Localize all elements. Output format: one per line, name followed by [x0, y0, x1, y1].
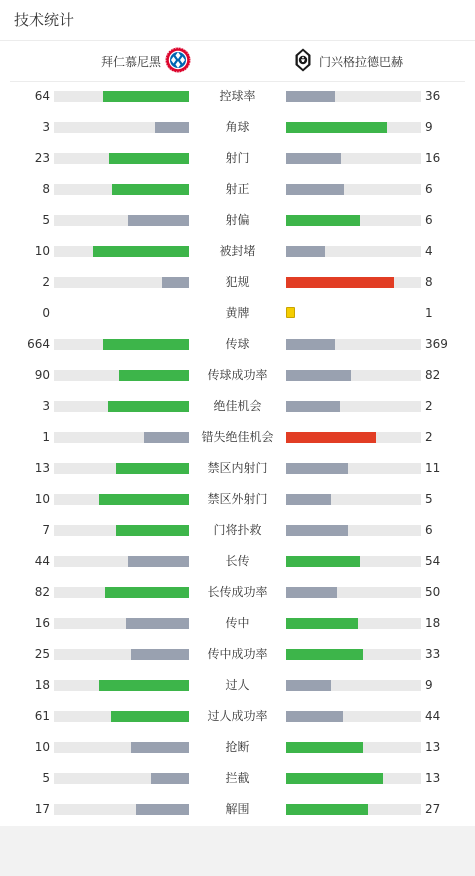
away-bar-track [286, 742, 421, 753]
stat-label: 抢断 [225, 740, 250, 754]
stat-row [0, 763, 475, 794]
home-bar-track [54, 215, 189, 226]
home-bar-track [54, 184, 189, 195]
home-value: 10 [34, 492, 50, 506]
away-bar-fill [286, 153, 341, 164]
away-team[interactable] [295, 48, 403, 74]
away-value: 9 [425, 678, 433, 692]
away-bar-track [286, 153, 421, 164]
away-bar-fill [286, 649, 363, 660]
away-bar-track [286, 773, 421, 784]
home-value: 5 [42, 771, 50, 785]
home-bar-fill [103, 91, 189, 102]
stat-label: 被封堵 [219, 244, 256, 258]
stat-row [0, 577, 475, 608]
stat-row [0, 608, 475, 639]
home-bar-track [54, 246, 189, 257]
home-value: 3 [42, 120, 50, 134]
stat-row [0, 639, 475, 670]
home-value: 10 [34, 740, 50, 754]
stat-label: 错失绝佳机会 [201, 430, 274, 444]
stat-row [0, 143, 475, 174]
home-value: 17 [34, 802, 50, 816]
home-bar-fill [128, 556, 189, 567]
home-value: 8 [42, 182, 50, 196]
away-bar-track [286, 184, 421, 195]
stat-label: 角球 [225, 120, 250, 134]
home-value: 18 [34, 678, 50, 692]
away-bar-fill [286, 680, 331, 691]
away-bar-fill [286, 587, 337, 598]
stat-label: 传中 [225, 616, 250, 630]
title-divider [0, 40, 475, 41]
away-bar-track [286, 215, 421, 226]
away-bar-fill [286, 91, 335, 102]
home-bar-track [54, 556, 189, 567]
home-value: 3 [42, 399, 50, 413]
away-value: 1 [425, 306, 433, 320]
away-bar-track [286, 91, 421, 102]
away-bar-fill [286, 742, 363, 753]
away-value: 16 [425, 151, 441, 165]
home-value: 90 [34, 368, 50, 382]
home-bar-fill [144, 432, 189, 443]
home-bar-track [54, 649, 189, 660]
stat-row [0, 546, 475, 577]
stat-row [0, 236, 475, 267]
away-bar-track [286, 804, 421, 815]
home-bar-fill [116, 525, 189, 536]
home-bar-track [54, 91, 189, 102]
away-bar-track [286, 463, 421, 474]
stat-label: 传球 [225, 337, 250, 351]
home-value: 23 [34, 151, 50, 165]
home-bar-fill [116, 463, 189, 474]
home-team[interactable] [101, 48, 191, 74]
home-bar-track [54, 432, 189, 443]
stats-list [0, 81, 475, 825]
home-value: 10 [34, 244, 50, 258]
home-bar-track [54, 122, 189, 133]
away-value: 27 [425, 802, 441, 816]
home-value: 82 [34, 585, 50, 599]
away-bar-track [286, 494, 421, 505]
stat-row [0, 670, 475, 701]
home-bar-fill [103, 339, 189, 350]
home-bar-fill [93, 246, 189, 257]
stat-label: 射门 [225, 151, 250, 165]
stat-label: 过人成功率 [207, 709, 268, 723]
home-bar-fill [108, 401, 189, 412]
home-value: 16 [34, 616, 50, 630]
home-bar-track [54, 494, 189, 505]
home-value: 0 [42, 306, 50, 320]
away-bar-fill [286, 401, 340, 412]
away-bar-track [286, 122, 421, 133]
away-value: 11 [425, 461, 441, 475]
stat-label: 过人 [225, 678, 250, 692]
away-bar-track [286, 525, 421, 536]
stat-row [0, 484, 475, 515]
away-value: 369 [425, 337, 448, 351]
stat-label: 犯规 [225, 275, 250, 289]
home-bar-fill [131, 742, 189, 753]
stat-label: 禁区内射门 [207, 461, 268, 475]
fc-bayern-crest-icon [165, 47, 191, 76]
stat-row [0, 205, 475, 236]
stat-row [0, 515, 475, 546]
away-bar-track [286, 370, 421, 381]
away-bar-track [286, 339, 421, 350]
away-bar-fill [286, 184, 344, 195]
away-bar-fill [286, 494, 331, 505]
stat-row [0, 360, 475, 391]
stat-row [0, 391, 475, 422]
away-bar-fill [286, 618, 358, 629]
home-bar-track [54, 339, 189, 350]
away-bar-fill [286, 122, 387, 133]
away-value: 44 [425, 709, 441, 723]
away-bar-track [286, 649, 421, 660]
stat-row [0, 422, 475, 453]
home-value: 7 [42, 523, 50, 537]
home-bar-track [54, 618, 189, 629]
home-bar-fill [105, 587, 189, 598]
away-value: 33 [425, 647, 441, 661]
away-bar-fill [286, 463, 348, 474]
stat-row [0, 732, 475, 763]
away-bar-fill [286, 215, 360, 226]
home-bar-fill [128, 215, 189, 226]
away-bar-fill [286, 370, 351, 381]
home-bar-empty [54, 308, 189, 319]
home-bar-fill [126, 618, 189, 629]
home-value: 13 [34, 461, 50, 475]
away-bar-fill [286, 804, 368, 815]
away-bar-fill [286, 339, 335, 350]
away-value: 18 [425, 616, 441, 630]
home-bar-track [54, 587, 189, 598]
home-value: 1 [42, 430, 50, 444]
home-bar-track [54, 370, 189, 381]
home-bar-fill [162, 277, 189, 288]
home-team-name: 拜仁慕尼黑 [100, 54, 161, 69]
away-value: 13 [425, 771, 441, 785]
gladbach-crest-icon [295, 48, 311, 75]
home-bar-fill [99, 494, 189, 505]
away-value: 6 [425, 213, 433, 227]
stat-label: 传球成功率 [207, 368, 268, 382]
away-value: 82 [425, 368, 441, 382]
stat-row [0, 298, 475, 329]
home-value: 664 [27, 337, 50, 351]
away-bar-track [286, 277, 421, 288]
away-value: 13 [425, 740, 441, 754]
away-value: 54 [425, 554, 441, 568]
away-bar-fill [286, 773, 383, 784]
away-value: 9 [425, 120, 433, 134]
away-value: 36 [425, 89, 441, 103]
stat-label: 解围 [225, 802, 250, 816]
stat-row [0, 267, 475, 298]
stat-label: 门将扑救 [213, 523, 262, 537]
home-bar-track [54, 153, 189, 164]
stat-row [0, 112, 475, 143]
home-bar-track [54, 742, 189, 753]
away-bar-fill [286, 277, 394, 288]
away-value: 4 [425, 244, 433, 258]
home-bar-fill [131, 649, 189, 660]
home-bar-track [54, 773, 189, 784]
home-bar-track [54, 680, 189, 691]
home-bar-track [54, 711, 189, 722]
stat-label: 黄牌 [225, 306, 250, 320]
stat-row [0, 453, 475, 484]
stat-row [0, 794, 475, 825]
away-bar-fill [286, 711, 343, 722]
away-value: 8 [425, 275, 433, 289]
away-value: 5 [425, 492, 433, 506]
stat-label: 射正 [225, 182, 250, 196]
away-value: 2 [425, 430, 433, 444]
away-bar-fill [286, 556, 360, 567]
away-value: 2 [425, 399, 433, 413]
stat-label: 长传 [225, 554, 250, 568]
home-bar-track [54, 401, 189, 412]
home-bar-track [54, 525, 189, 536]
home-bar-fill [112, 184, 189, 195]
stat-label: 射偏 [225, 213, 250, 227]
home-bar-fill [151, 773, 189, 784]
away-bar-fill [286, 525, 348, 536]
home-value: 44 [34, 554, 50, 568]
away-value: 6 [425, 523, 433, 537]
home-bar-track [54, 463, 189, 474]
away-value: 6 [425, 182, 433, 196]
home-value: 25 [34, 647, 50, 661]
away-bar-track [286, 711, 421, 722]
home-value: 61 [34, 709, 50, 723]
stat-label: 控球率 [219, 89, 256, 103]
yellow-card-icon [286, 307, 295, 318]
home-value: 5 [42, 213, 50, 227]
away-bar-track [286, 556, 421, 567]
home-value: 64 [34, 89, 50, 103]
home-bar-fill [155, 122, 189, 133]
stat-row [0, 174, 475, 205]
home-bar-track [54, 804, 189, 815]
away-value: 50 [425, 585, 441, 599]
stat-label: 禁区外射门 [207, 492, 268, 506]
stat-label: 传中成功率 [207, 647, 268, 661]
stat-label: 绝佳机会 [213, 399, 262, 413]
away-bar-track [286, 618, 421, 629]
away-bar-track [286, 680, 421, 691]
away-bar-track [286, 587, 421, 598]
away-team-name: 门兴格拉德巴赫 [319, 54, 404, 69]
away-bar-fill [286, 432, 376, 443]
home-bar-fill [99, 680, 189, 691]
home-bar-fill [136, 804, 189, 815]
home-bar-fill [109, 153, 189, 164]
home-bar-fill [111, 711, 189, 722]
away-bar-track [286, 246, 421, 257]
home-bar-fill [119, 370, 189, 381]
stat-row [0, 81, 475, 112]
stat-label: 拦截 [225, 771, 250, 785]
stat-label: 长传成功率 [207, 585, 268, 599]
away-bar-track [286, 401, 421, 412]
away-bar-fill [286, 246, 325, 257]
home-value: 2 [42, 275, 50, 289]
page-title: 技术统计 [14, 11, 75, 29]
home-bar-track [54, 277, 189, 288]
stat-row [0, 329, 475, 360]
stat-row [0, 701, 475, 732]
away-bar-track [286, 432, 421, 443]
